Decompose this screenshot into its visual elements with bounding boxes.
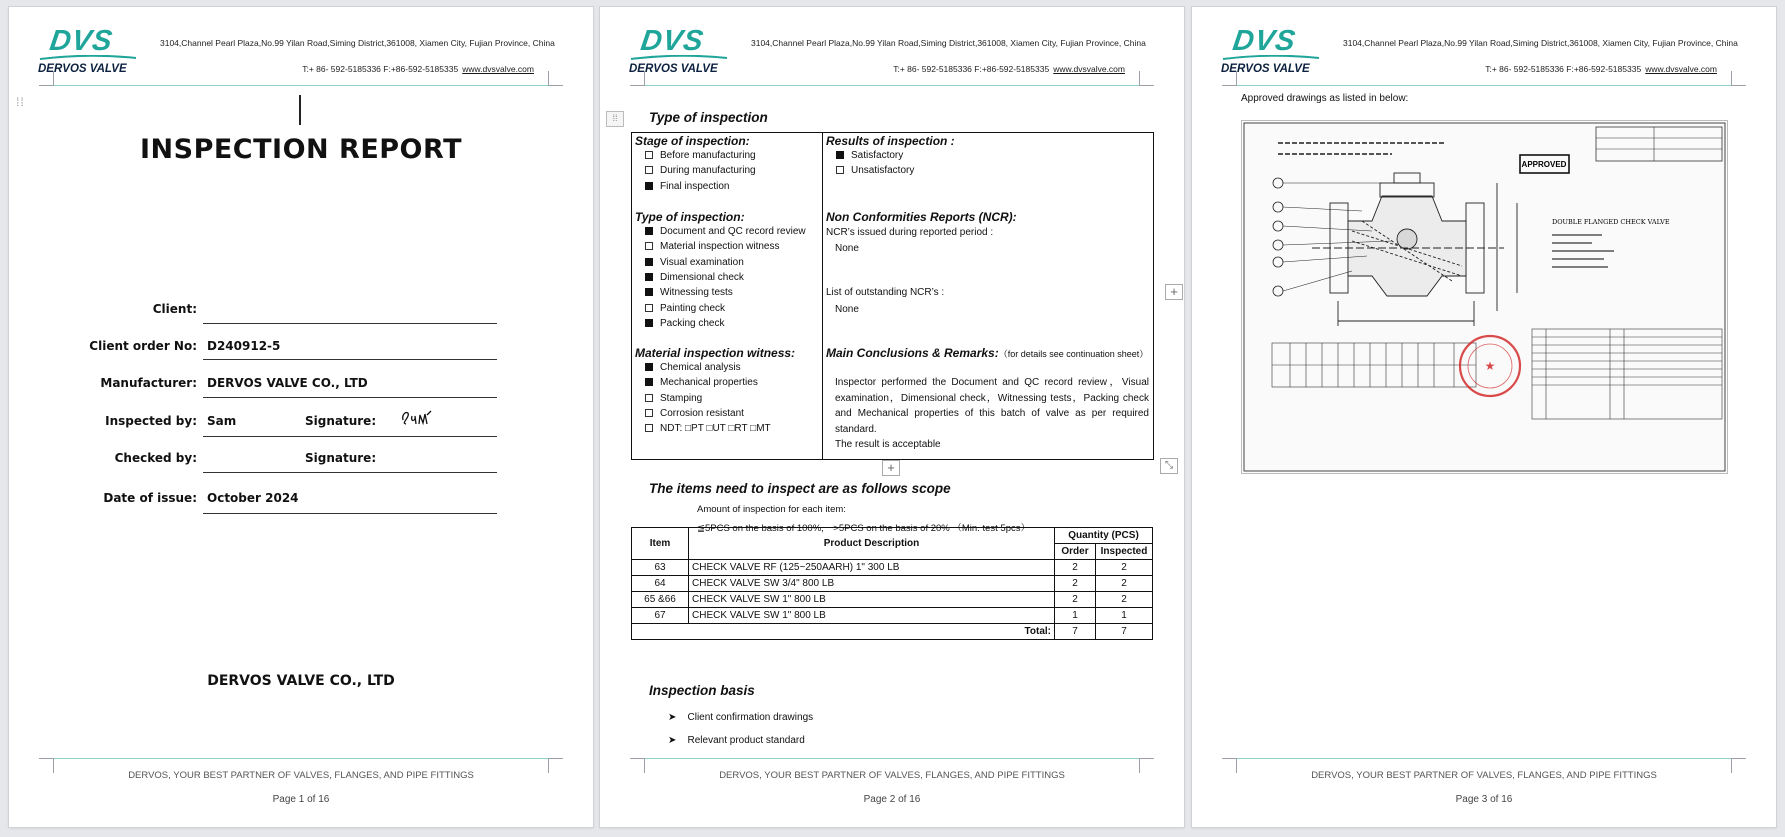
resize-handle-icon[interactable]: ⤡ bbox=[1160, 458, 1178, 474]
checked-box-icon[interactable] bbox=[645, 288, 653, 296]
checked-box-icon[interactable] bbox=[645, 273, 653, 281]
company-logo bbox=[38, 25, 138, 77]
checked-box-icon[interactable] bbox=[645, 227, 653, 235]
header-address: 3104,Channel Pearl Plaza,No.99 Yilan Road,Siming District,361008, Xiamen City, Fujian Province, China bbox=[160, 38, 555, 48]
field-underline bbox=[203, 323, 497, 324]
footer-slogan: DERVOS, YOUR BEST PARTNER OF VALVES, FLANGES, AND PIPE FITTINGS bbox=[719, 770, 1065, 781]
cell-order[interactable]: 2 bbox=[1055, 560, 1096, 576]
footer-slogan: DERVOS, YOUR BEST PARTNER OF VALVES, FLANGES, AND PIPE FITTINGS bbox=[128, 770, 474, 781]
signature-image bbox=[400, 406, 434, 433]
checkbox-item[interactable] bbox=[645, 362, 741, 373]
order-label: Client order No: bbox=[89, 339, 197, 353]
margin-corner bbox=[1731, 71, 1746, 86]
drag-handle-icon[interactable]: ⁞⁞ bbox=[16, 95, 25, 109]
checked-box-icon[interactable] bbox=[645, 319, 653, 327]
page-number: Page 1 of 16 bbox=[272, 794, 330, 805]
inspected-value[interactable]: Sam bbox=[207, 414, 237, 428]
unchecked-box-icon[interactable] bbox=[645, 166, 653, 174]
footer-slogan: DERVOS, YOUR BEST PARTNER OF VALVES, FLANGES, AND PIPE FITTINGS bbox=[1311, 770, 1657, 781]
cell-item[interactable]: 65 &66 bbox=[632, 592, 689, 608]
checkbox-item[interactable] bbox=[645, 423, 771, 434]
checkbox-label: Chemical analysis bbox=[660, 362, 741, 373]
header-phone bbox=[893, 64, 1125, 74]
manufacturer-value[interactable]: DERVOS VALVE CO., LTD bbox=[207, 376, 368, 390]
cell-order[interactable]: 2 bbox=[1055, 592, 1096, 608]
checkbox-label: Packing check bbox=[660, 317, 725, 329]
drawings-intro: Approved drawings as listed in below: bbox=[1241, 93, 1409, 104]
logo-text: DVS bbox=[638, 25, 706, 57]
conclusions-body: Inspector performed the Document and QC record review，Visual examination，Dimensional check，Witnessing tests，Packing check and Mechanical properties of this batch of valve as per required standard. bbox=[835, 377, 1149, 435]
text-cursor bbox=[299, 95, 301, 125]
page-3 bbox=[1192, 7, 1776, 827]
checkbox-label: Material inspection witness bbox=[660, 241, 780, 253]
website-link[interactable]: www.dvsvalve.com bbox=[462, 64, 534, 74]
cell-inspected[interactable]: 2 bbox=[1096, 576, 1153, 592]
type-title: Type of inspection: bbox=[635, 210, 745, 224]
logo-brand: DERVOS VALVE bbox=[38, 63, 127, 75]
unchecked-box-icon[interactable] bbox=[645, 304, 653, 312]
unchecked-box-icon[interactable] bbox=[645, 409, 653, 417]
cell-item[interactable]: 64 bbox=[632, 576, 689, 592]
checkbox-label: Painting check bbox=[660, 302, 726, 314]
checked-box-icon[interactable] bbox=[645, 378, 653, 386]
checkbox-item[interactable] bbox=[645, 393, 702, 404]
basis-item bbox=[668, 712, 813, 723]
material-title: Material inspection witness: bbox=[635, 346, 796, 360]
checkbox-item[interactable] bbox=[645, 377, 758, 388]
th-inspected: Inspected bbox=[1096, 544, 1153, 560]
cell-item[interactable]: 67 bbox=[632, 608, 689, 624]
result-text: The result is acceptable bbox=[835, 439, 941, 450]
ncr-issued-label: NCR’s issued during reported period : bbox=[826, 227, 994, 238]
margin-corner bbox=[1222, 71, 1237, 86]
unchecked-box-icon[interactable] bbox=[645, 242, 653, 250]
cell-inspected[interactable]: 2 bbox=[1096, 592, 1153, 608]
checkbox-item[interactable] bbox=[645, 287, 733, 298]
date-label: Date of issue: bbox=[103, 491, 197, 505]
unchecked-box-icon[interactable] bbox=[836, 166, 844, 174]
checkbox-label: Unsatisfactory bbox=[851, 165, 915, 177]
checkbox-item[interactable] bbox=[645, 408, 744, 419]
checkbox-label: Satisfactory bbox=[851, 150, 904, 161]
checkbox-item[interactable] bbox=[645, 226, 806, 237]
results-title: Results of inspection : bbox=[826, 134, 955, 148]
margin-corner bbox=[630, 71, 645, 86]
arrow-bullet-icon: ➤ bbox=[668, 735, 677, 746]
conclusions-title-text: Main Conclusions & Remarks: bbox=[826, 346, 999, 360]
footer-rule bbox=[1236, 758, 1732, 759]
checkbox-item[interactable] bbox=[645, 165, 756, 176]
table-row bbox=[632, 560, 1153, 576]
company-logo bbox=[629, 25, 729, 77]
ncr-outstanding-label: List of outstanding NCR’s : bbox=[826, 287, 945, 298]
logo-brand: DERVOS VALVE bbox=[1221, 63, 1310, 75]
date-value[interactable]: October 2024 bbox=[207, 491, 299, 505]
logo-swoosh bbox=[1221, 55, 1321, 61]
header-address: 3104,Channel Pearl Plaza,No.99 Yilan Road,Siming District,361008, Xiamen City, Fujian Province, China bbox=[751, 38, 1146, 48]
box-divider bbox=[822, 133, 823, 459]
checkbox-label: During manufacturing bbox=[660, 165, 756, 177]
checkbox-label: Document and QC record review bbox=[660, 226, 806, 237]
signature-label: Signature: bbox=[305, 414, 377, 428]
checkbox-label: Final inspection bbox=[660, 180, 730, 192]
items-table bbox=[631, 527, 1153, 640]
order-value[interactable]: D240912-5 bbox=[207, 339, 281, 353]
basis-item-text: Relevant product standard bbox=[687, 735, 805, 746]
checkbox-item[interactable] bbox=[645, 257, 744, 268]
unchecked-box-icon[interactable] bbox=[645, 394, 653, 402]
basis-heading: Inspection basis bbox=[649, 683, 755, 698]
cell-order[interactable]: 1 bbox=[1055, 608, 1096, 624]
logo-brand: DERVOS VALVE bbox=[629, 63, 718, 75]
add-column-button[interactable]: + bbox=[1165, 284, 1183, 300]
cell-desc[interactable]: CHECK VALVE SW 1" 800 LB bbox=[689, 592, 1055, 608]
checked-label: Checked by: bbox=[114, 451, 197, 465]
arrow-bullet-icon: ➤ bbox=[668, 712, 677, 723]
website-link[interactable]: www.dvsvalve.com bbox=[1053, 64, 1125, 74]
footer-rule bbox=[53, 758, 549, 759]
checkbox-item[interactable] bbox=[645, 272, 744, 283]
checkbox-item[interactable] bbox=[645, 241, 780, 252]
page-number: Page 2 of 16 bbox=[863, 794, 921, 805]
amount-line-1: Amount of inspection for each item: bbox=[697, 504, 846, 515]
checked-box-icon[interactable] bbox=[645, 182, 653, 190]
items-body bbox=[632, 560, 1153, 640]
footer-rule bbox=[644, 758, 1140, 759]
field-underline bbox=[203, 513, 497, 514]
th-qty: Quantity (PCS) bbox=[1055, 528, 1153, 544]
page-number: Page 3 of 16 bbox=[1455, 794, 1513, 805]
checked-box-icon[interactable] bbox=[645, 363, 653, 371]
cell-inspected[interactable]: 1 bbox=[1096, 608, 1153, 624]
phone-text: T:+ 86- 592-5185336 F:+86-592-5185335 bbox=[302, 64, 459, 74]
checkbox-label: Mechanical properties bbox=[660, 377, 758, 389]
total-inspected[interactable]: 7 bbox=[1096, 624, 1153, 640]
checkbox-item[interactable] bbox=[645, 303, 725, 314]
cell-desc[interactable]: CHECK VALVE SW 1" 800 LB bbox=[689, 608, 1055, 624]
manufacturer-label: Manufacturer: bbox=[100, 376, 197, 390]
cell-order[interactable]: 2 bbox=[1055, 576, 1096, 592]
table-row bbox=[632, 576, 1153, 592]
client-label: Client: bbox=[152, 302, 197, 316]
header-rule bbox=[1236, 85, 1732, 86]
cell-desc[interactable]: CHECK VALVE SW 3/4" 800 LB bbox=[689, 576, 1055, 592]
checkbox-label: Corrosion resistant bbox=[660, 407, 744, 419]
type-heading: Type of inspection bbox=[649, 110, 768, 125]
header-address: 3104,Channel Pearl Plaza,No.99 Yilan Road,Siming District,361008, Xiamen City, Fujian Province, China bbox=[1343, 38, 1738, 48]
checkbox-item[interactable] bbox=[836, 150, 903, 161]
logo-swoosh bbox=[38, 55, 138, 61]
unchecked-box-icon[interactable] bbox=[645, 424, 653, 432]
stage-title: Stage of inspection: bbox=[635, 134, 750, 148]
checkbox-label: Before manufacturing bbox=[660, 150, 756, 161]
phone-text: T:+ 86- 592-5185336 F:+86-592-5185335 bbox=[1485, 64, 1642, 74]
basis-item-text: Client confirmation drawings bbox=[687, 712, 814, 723]
checkbox-label: Visual examination bbox=[660, 256, 744, 268]
checkbox-label: Stamping bbox=[660, 392, 703, 404]
scope-heading: The items need to inspect are as follows scope bbox=[649, 481, 951, 496]
checkbox-label: Dimensional check bbox=[660, 271, 744, 283]
total-row bbox=[632, 624, 1153, 640]
valve-drawing bbox=[1242, 121, 1727, 473]
checkbox-item[interactable] bbox=[645, 181, 729, 192]
checkbox-label: Witnessing tests bbox=[660, 287, 733, 299]
th-order: Order bbox=[1055, 544, 1096, 560]
th-desc: Product Description bbox=[689, 528, 1055, 560]
page-2 bbox=[600, 7, 1184, 827]
conclusions-title bbox=[826, 346, 1148, 360]
cell-inspected[interactable]: 2 bbox=[1096, 560, 1153, 576]
margin-corner bbox=[1139, 71, 1154, 86]
add-row-button[interactable]: + bbox=[882, 460, 900, 476]
logo-swoosh bbox=[629, 55, 729, 61]
checked-box-icon[interactable] bbox=[836, 151, 844, 159]
total-label: Total: bbox=[632, 624, 1055, 640]
logo-text: DVS bbox=[1230, 25, 1298, 57]
cell-desc[interactable]: CHECK VALVE RF (125~250AARH) 1" 300 LB bbox=[689, 560, 1055, 576]
header-phone bbox=[1485, 64, 1717, 74]
svg-text:★: ★ bbox=[1484, 359, 1496, 373]
report-title: INSPECTION REPORT bbox=[139, 134, 463, 165]
checked-signature-label: Signature: bbox=[305, 451, 377, 465]
field-underline bbox=[203, 436, 497, 437]
approved-stamp-text: APPROVED bbox=[1521, 160, 1567, 169]
field-underline bbox=[203, 472, 497, 473]
ncr-issued-value: None bbox=[835, 243, 859, 254]
table-move-handle-icon[interactable]: ⁞⁞ bbox=[606, 111, 624, 127]
conclusions-note: （for details see continuation sheet） bbox=[998, 349, 1149, 359]
checkbox-item[interactable] bbox=[645, 318, 724, 329]
header-phone bbox=[302, 64, 534, 74]
company-logo bbox=[1221, 25, 1321, 77]
company-name: DERVOS VALVE CO., LTD bbox=[207, 673, 395, 689]
page-1 bbox=[9, 7, 593, 827]
header-rule bbox=[644, 85, 1140, 86]
checked-box-icon[interactable] bbox=[645, 258, 653, 266]
approved-drawing-image bbox=[1241, 120, 1728, 474]
drawing-title: DOUBLE FLANGED CHECK VALVE bbox=[1552, 218, 1670, 226]
conclusions-text bbox=[835, 375, 1149, 453]
margin-corner bbox=[548, 71, 563, 86]
phone-text: T:+ 86- 592-5185336 F:+86-592-5185335 bbox=[893, 64, 1050, 74]
total-order[interactable]: 7 bbox=[1055, 624, 1096, 640]
table-row bbox=[632, 608, 1153, 624]
header-rule bbox=[53, 85, 549, 86]
field-underline bbox=[203, 359, 497, 360]
checkbox-item[interactable] bbox=[645, 150, 756, 161]
basis-item bbox=[668, 735, 805, 746]
amount-line-2: ≦5PCS on the basis of 100%, >5PCS on the basis of 20% （Min. test 5pcs） bbox=[697, 523, 1030, 534]
cell-item[interactable]: 63 bbox=[632, 560, 689, 576]
website-link[interactable]: www.dvsvalve.com bbox=[1645, 64, 1717, 74]
margin-corner bbox=[39, 71, 54, 86]
ncr-title: Non Conformities Reports (NCR): bbox=[826, 210, 1017, 224]
ncr-outstanding-value: None bbox=[835, 304, 859, 315]
inspected-label: Inspected by: bbox=[105, 414, 197, 428]
table-row bbox=[632, 592, 1153, 608]
checkbox-label: NDT: □PT □UT □RT □MT bbox=[660, 423, 771, 435]
th-item: Item bbox=[632, 528, 689, 560]
field-underline bbox=[203, 397, 497, 398]
checkbox-item[interactable] bbox=[836, 165, 914, 176]
logo-text: DVS bbox=[47, 25, 115, 57]
unchecked-box-icon[interactable] bbox=[645, 151, 653, 159]
